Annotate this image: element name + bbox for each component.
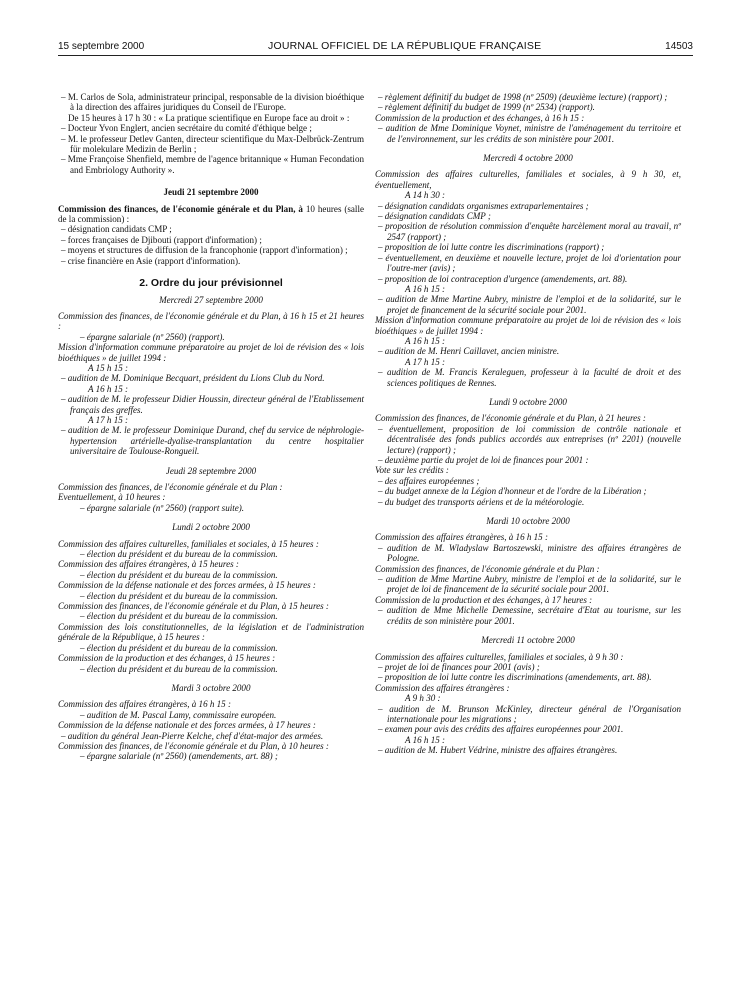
day-heading: Jeudi 28 septembre 2000 [165,465,257,476]
time-label: A 14 h 30 : [405,190,446,201]
paragraph-rest: 10 heures (salle de la commission) : [58,203,364,225]
agenda-entry: Commission des finances, de l'économie générale et du Plan, à 10 heures : [58,740,329,751]
list-item: – audition de Mme Michelle Demessine, secrétaire d'Etat au tourisme, sur les crédits de son ministère pour 2001. [378,605,681,626]
list-item: – deuxième partie du projet de loi de finances pour 2001 : [378,455,589,465]
spacer [375,388,681,397]
journal-title: JOURNAL OFFICIEL DE LA RÉPUBLIQUE FRANÇAISE [268,40,542,52]
spacer [375,507,681,516]
list-item: – audition de M. Henri Caillavet, ancien ministre. [378,346,560,357]
agenda-entry: Commission des affaires étrangères, à 16 h 15 : [375,532,548,543]
list-item: – audition de Mme Dominique Voynet, ministre de l'aménagement du territoire et de l'environnement, sur les crédits de son ministère pour 2001. [378,123,681,144]
time-label: A 16 h 15 : [405,734,446,745]
day-heading: Mardi 10 octobre 2000 [486,516,570,527]
agenda-entry: Commission des finances, de l'économie générale et du Plan : [58,482,283,492]
time-label: A 16 h 15 : [405,335,446,346]
agenda-entry: Commission des affaires étrangères : [375,682,510,693]
list-item: – Mme Françoise Shenfield, membre de l'agence britannique « Human Fecondation and Embriology Authority ». [61,154,364,175]
time-label: A 17 h 15 : [88,414,129,425]
list-item: – du budget des transports aériens et de la météorologie. [378,496,585,507]
agenda-entry: Commission des finances, de l'économie générale et du Plan, à 16 h 15 et 21 heures : [58,310,364,332]
left-column [58,92,364,762]
agenda-entry: Commission de la production et des échanges, à 15 heures : [58,653,276,664]
agenda-entry: Commission des finances, de l'économie générale et du Plan, à 21 heures : [375,413,646,424]
agenda-entry: Commission des affaires culturelles, familiales et sociales, à 9 h 30, et, éventuellement, [375,169,681,190]
list-item: – audition du général Jean-Pierre Kelche, chef d'état-major des armées. [61,730,324,741]
agenda-entry: Commission de la production et des échanges, à 16 h 15 : [375,112,585,123]
agenda-entry: Commission des finances, de l'économie générale et du Plan : [375,563,600,574]
agenda-entry: Commission de la défense nationale et des forces armées, à 15 heures : [58,580,316,591]
list-item: – Docteur Yvon Englert, ancien secrétaire du comité d'éthique belge ; [61,123,312,134]
list-item: – audition de M. Wladyslaw Bartoszewski, ministre des affaires étrangères de Pologne. [378,542,681,564]
list-item: – élection du président et du bureau de la commission. [80,590,278,601]
agenda-entry: Mission d'information commune préparatoire au projet de loi de révision des « lois bioéthiques » de juillet 1994 : [375,315,681,336]
list-item: – éventuellement, proposition de loi commission de contrôle nationale et décentralisée des fonds publics accordés aux entreprises (nº 2201) (nouvelle lecture) (rapport) ; [378,423,681,455]
spacer [58,674,364,683]
day-heading: Mercredi 27 septembre 2000 [159,294,263,305]
list-item: – audition de M. Pascal Lamy, commissaire européen. [80,709,277,720]
list-item: – audition de Mme Martine Aubry, ministre de l'emploi et de la solidarité, sur le projet de financement de la sécurité sociale pour 2001. [378,294,681,315]
list-item: – audition de Mme Martine Aubry, ministre de l'emploi et de la solidarité, sur le projet de loi de financement de la sécurité sociale pour 2001. [378,574,681,595]
paragraph [58,204,364,225]
agenda-entry: Mission d'information commune préparatoire au projet de loi de révision des « lois bioéthiques » de juillet 1994 : [58,342,364,363]
list-item: – élection du président et du bureau de la commission. [80,663,278,674]
time-label: A 16 h 15 : [405,283,446,294]
agenda-entry: Vote sur les crédits : [375,465,449,476]
list-item: – désignation candidats CMP ; [61,224,172,235]
list-item: – moyens et structures de diffusion de la francophonie (rapport d'information) ; [61,245,348,256]
agenda-entry: Commission des affaires étrangères, à 16 h 15 : [58,699,231,710]
day-heading: Lundi 2 octobre 2000 [172,522,250,533]
list-item: – désignation candidats CMP ; [378,211,491,222]
spacer [58,175,364,187]
list-item: – épargne salariale (nº 2560) (rapport). [80,331,225,342]
day-heading: Jeudi 21 septembre 2000 [163,187,259,198]
list-item: – audition de M. Francis Keraleguen, professeur à la faculté de droit et des sciences politiques de Rennes. [378,367,681,388]
list-item: – audition de M. Dominique Becquart, président du Lions Club du Nord. [61,373,325,384]
list-item: – crise financière en Asie (rapport d'information). [61,255,241,266]
agenda-entry: Eventuellement, à 10 heures : [58,492,166,503]
list-item: – élection du président et du bureau de la commission. [80,569,278,580]
time-label: A 9 h 30 : [405,693,441,704]
spacer [58,457,364,466]
spacer [375,626,681,635]
session-title: De 15 heures à 17 h 30 : « La pratique scientifique en Europe face au droit » : [68,112,350,123]
spacer [375,144,681,153]
time-label: A 16 h 15 : [88,383,129,394]
agenda-entry: Commission des affaires culturelles, familiales et sociales, à 15 heures : [58,538,319,549]
list-item: – audition de M. Brunson McKinley, directeur général de l'Organisation internationale pour les migrations ; [378,703,681,724]
time-label: A 17 h 15 : [405,356,446,367]
list-item: – projet de loi de finances pour 2001 (avis) ; [378,661,540,672]
list-item: – proposition de résolution commission d'enquête harcèlement moral au travail, nº 2547 (rapport) ; [378,221,681,242]
list-item: – examen pour avis des crédits des affaires européennes pour 2001. [378,724,624,735]
list-item: – audition de M. le professeur Dominique Durand, chef du service de néphrologie-hypertension artérielle-dyalise-transplantation du centre hospitalier universitaire de Toulouse-Rongueil. [61,425,364,457]
day-heading: Mardi 3 octobre 2000 [171,682,251,693]
agenda-entry: Commission des lois constitutionnelles, de la législation et de l'administration générale de la République, à 15 heures : [58,621,364,643]
list-item: – élection du président et du bureau de la commission. [80,549,278,560]
list-item: – élection du président et du bureau de la commission. [80,611,278,622]
time-label: A 15 h 15 : [88,362,129,373]
list-item: – proposition de loi contraception d'urgence (amendements, art. 88). [378,273,628,284]
list-item: – M. Carlos de Sola, administrateur principal, responsable de la division bioéthique à la direction des affaires juridiques du Conseil de l'Europe. [61,92,364,113]
list-item: – du budget annexe de la Légion d'honneur et de l'ordre de la Libération ; [378,486,647,497]
page-number: 14503 [665,41,693,52]
list-item: – règlement définitif du budget de 1999 (nº 2534) (rapport). [378,102,595,113]
agenda-entry: Commission de la production et des échanges, à 17 heures : [375,594,593,605]
agenda-entry: Commission des finances, de l'économie générale et du Plan, à 15 heures : [58,601,329,612]
header-date: 15 septembre 2000 [58,41,145,52]
agenda-entry: Commission des affaires culturelles, familiales et sociales, à 9 h 30 : [375,651,624,662]
day-heading: Lundi 9 octobre 2000 [489,396,567,407]
list-item: – forces françaises de Djibouti (rapport d'information) ; [61,234,262,245]
list-item: – éventuellement, en deuxième et nouvelle lecture, projet de loi d'orientation pour l'outre-mer (avis) ; [378,252,681,274]
list-item: – élection du président et du bureau de la commission. [80,642,278,653]
list-item: – des affaires européennes ; [378,475,480,486]
list-item: – audition de M. le professeur Didier Houssin, directeur général de l'Etablissement français des greffes. [61,394,364,415]
list-item: – désignation candidats organismes extraparlementaires ; [378,200,589,211]
spacer [58,513,364,522]
agenda-entry: Commission des affaires étrangères, à 15 heures : [58,559,239,570]
paragraph-bold-lead: Commission des finances, de l'économie générale et du Plan, à [58,203,303,214]
list-item: – M. le professeur Detlev Ganten, directeur scientifique du Max-Delbrück-Zentrum für molekulare Medizin de Berlin ; [61,133,364,155]
list-item: – épargne salariale (nº 2560) (amendements, art. 88) ; [80,751,278,762]
list-item: – proposition de loi lutte contre les discriminations (amendements, art. 88). [378,672,652,683]
day-heading: Mercredi 11 octobre 2000 [481,635,575,646]
list-item: – audition de M. Hubert Védrine, ministre des affaires étrangères. [378,745,618,756]
day-heading: Mercredi 4 octobre 2000 [483,153,573,164]
list-item: – épargne salariale (nº 2560) (rapport suite). [80,502,245,513]
list-item: – proposition de loi lutte contre les discriminations (rapport) ; [378,242,605,253]
section-title: 2. Ordre du jour prévisionnel [139,277,283,290]
page-header [58,40,693,56]
list-item: – règlement définitif du budget de 1998 (nº 2509) (deuxième lecture) (rapport) ; [378,92,668,102]
agenda-entry: Commission de la défense nationale et des forces armées, à 17 heures : [58,720,316,731]
right-column [375,92,681,756]
